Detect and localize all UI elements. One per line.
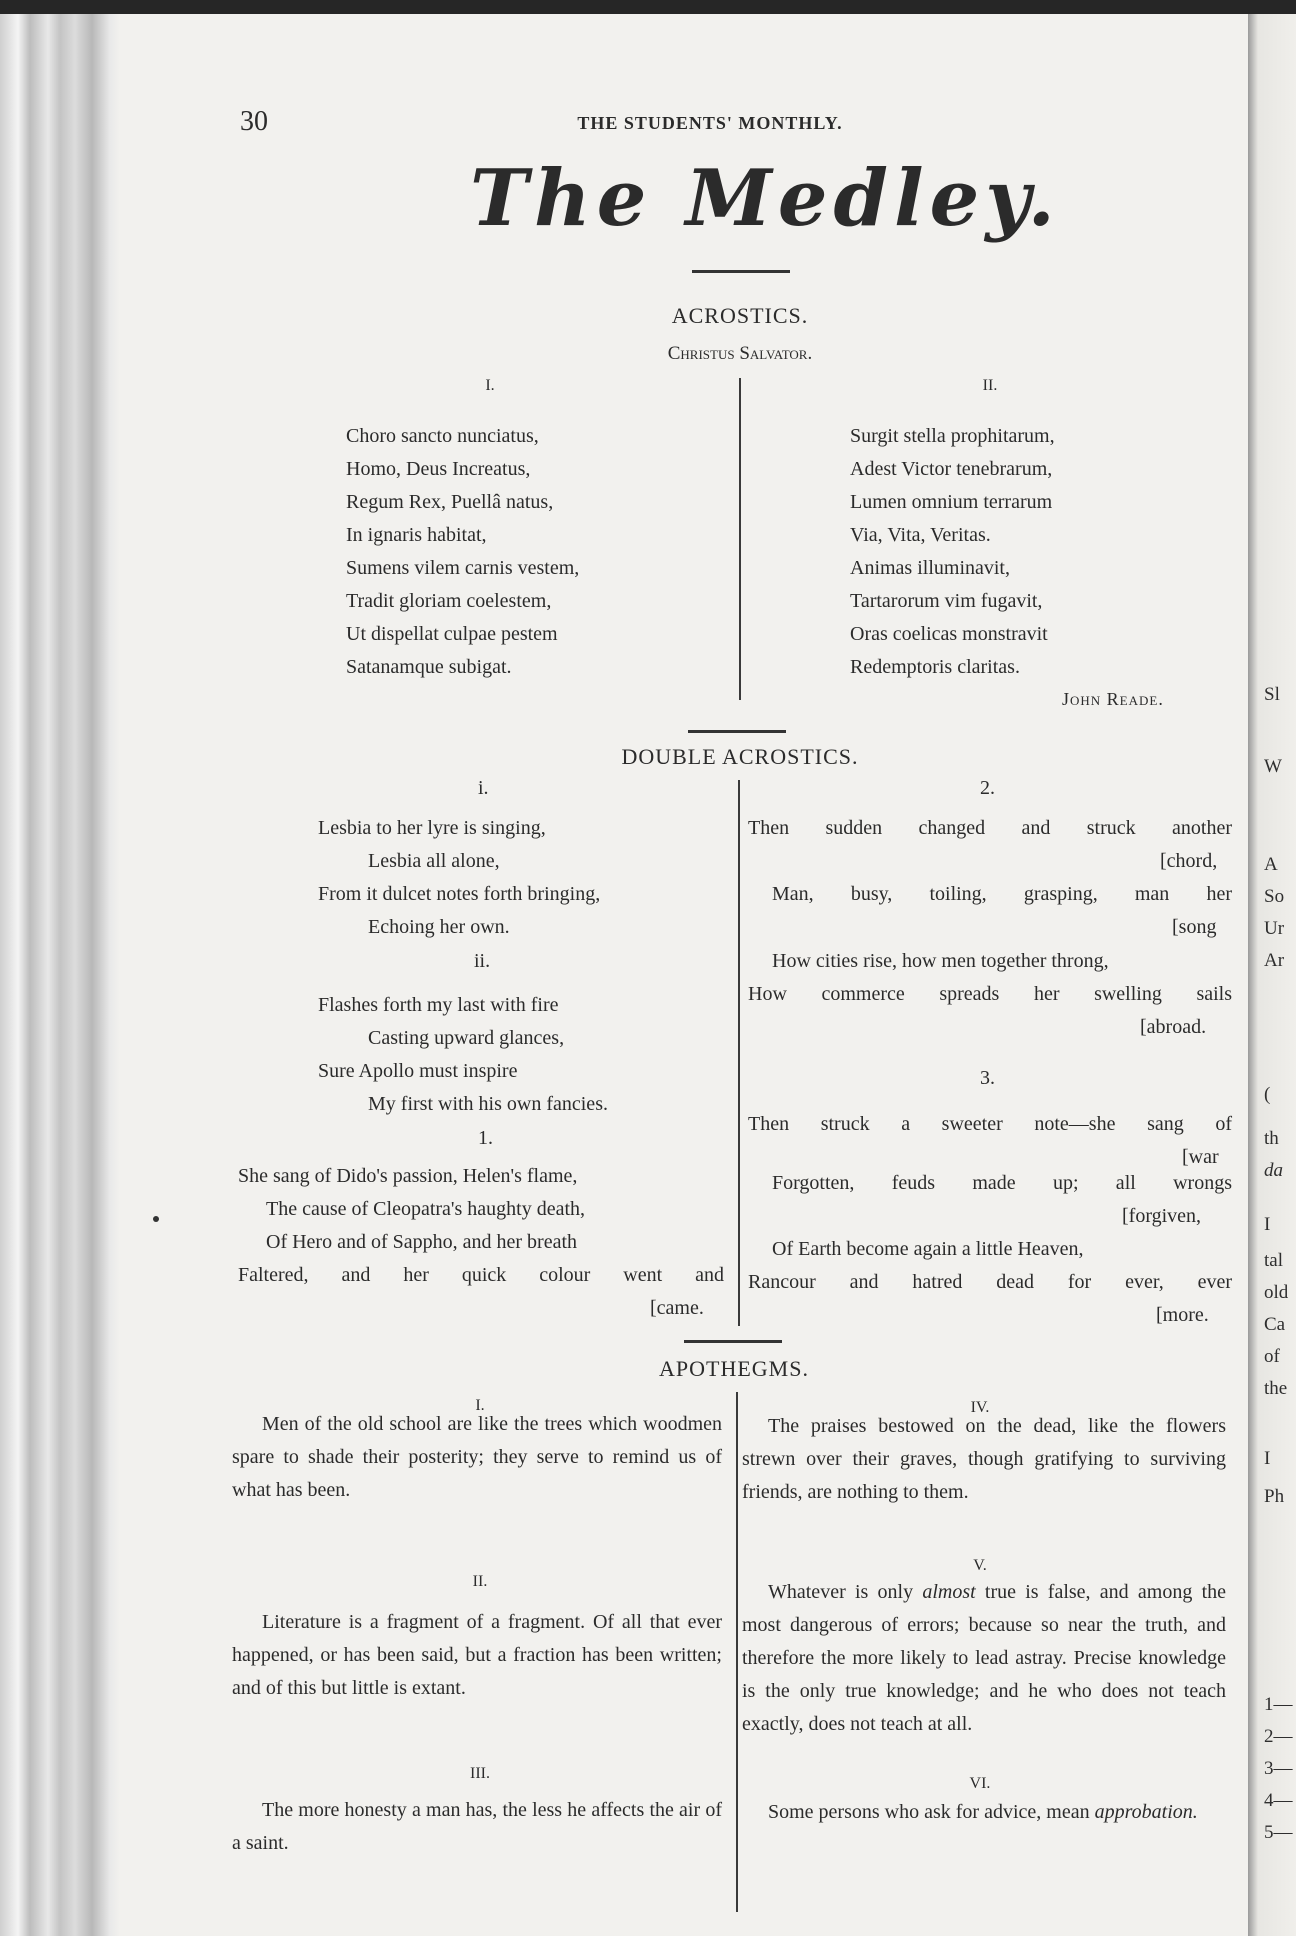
apothegm-numeral-3: III. bbox=[470, 1765, 490, 1782]
verse-line: Lesbia to her lyre is singing, bbox=[318, 817, 546, 839]
verse-line: Tartarorum vim fugavit, bbox=[850, 590, 1043, 612]
acrostic-author: John Reade. bbox=[1062, 689, 1164, 709]
verse-line: [war bbox=[1182, 1146, 1219, 1168]
stanza-number: 3. bbox=[980, 1067, 995, 1089]
verse-line: [came. bbox=[650, 1297, 704, 1319]
facing-fragment: Ar bbox=[1264, 950, 1285, 971]
verse-line: Faltered, and her quick colour went and bbox=[238, 1264, 724, 1286]
acrostic-numeral-1: I. bbox=[485, 377, 495, 394]
apothegms-heading: APOTHEGMS. bbox=[659, 1356, 809, 1381]
facing-fragment: ( bbox=[1264, 1084, 1271, 1105]
verse-line: Of Earth become again a little Heaven, bbox=[772, 1238, 1084, 1260]
facing-fragment: th bbox=[1264, 1128, 1279, 1149]
facing-fragment: da bbox=[1264, 1160, 1283, 1181]
facing-fragment: 3— bbox=[1264, 1758, 1293, 1779]
verse-line: Casting upward glances, bbox=[368, 1027, 565, 1049]
facing-fragment: 5— bbox=[1264, 1822, 1293, 1843]
stanza-number: i. bbox=[478, 777, 489, 799]
verse-line: Forgotten, feuds made up; all wrongs bbox=[772, 1172, 1232, 1194]
apothegm-numeral-5: V. bbox=[973, 1557, 987, 1574]
acrostic-numeral-2: II. bbox=[982, 377, 998, 394]
verse-line: Sure Apollo must inspire bbox=[318, 1060, 518, 1082]
apothegm-3: The more honesty a man has, the less he affects the air of a saint. bbox=[232, 1799, 722, 1854]
apothegm-1: Men of the old school are like the trees which woodmen spare to shade their posterity; they serve to remind us of what has been. bbox=[232, 1413, 722, 1501]
verse-line: [more. bbox=[1156, 1304, 1209, 1326]
verse-line: Surgit stella prophitarum, bbox=[850, 425, 1055, 447]
verse-line: Homo, Deus Increatus, bbox=[346, 458, 531, 480]
facing-fragment: W bbox=[1264, 756, 1282, 777]
facing-fragment: Ca bbox=[1264, 1314, 1286, 1335]
title-rule bbox=[692, 270, 790, 273]
verse-line: [chord, bbox=[1160, 850, 1218, 872]
facing-fragment: 4— bbox=[1264, 1790, 1293, 1811]
verse-line: How cities rise, how men together throng, bbox=[772, 950, 1109, 972]
facing-fragment: I bbox=[1264, 1448, 1271, 1469]
facing-fragment: Ur bbox=[1264, 918, 1285, 939]
book-binding bbox=[0, 0, 120, 1936]
verse-line: Then struck a sweeter note—she sang of bbox=[748, 1113, 1232, 1135]
verse-line: [song bbox=[1172, 916, 1217, 938]
stanza-number: ii. bbox=[474, 950, 491, 972]
ink-dot bbox=[153, 1216, 159, 1222]
facing-fragment: A bbox=[1264, 854, 1278, 875]
verse-line: Then sudden changed and struck another bbox=[748, 817, 1232, 839]
verse-line: [abroad. bbox=[1140, 1016, 1207, 1038]
verse-line: Man, busy, toiling, grasping, man her bbox=[772, 883, 1232, 905]
verse-line: Animas illuminavit, bbox=[850, 557, 1010, 579]
acrostic-divider bbox=[739, 378, 741, 700]
apothegm-numeral-1: I. bbox=[475, 1397, 485, 1414]
acrostics-heading: ACROSTICS. bbox=[671, 303, 809, 328]
apothegm-numeral-4: IV. bbox=[970, 1399, 990, 1416]
facing-fragment: old bbox=[1264, 1282, 1289, 1303]
apothegm-2: Literature is a fragment of a fragment. Of all that ever happened, or has been said, but a fraction has been written; and of this but little is extant. bbox=[232, 1611, 722, 1699]
verse-line: Ut dispellat culpae pestem bbox=[346, 623, 558, 645]
verse-line: Redemptoris claritas. bbox=[850, 656, 1020, 678]
verse-line: From it dulcet notes forth bringing, bbox=[318, 883, 601, 905]
apothegm-numeral-2: II. bbox=[472, 1573, 488, 1590]
facing-fragment: I bbox=[1264, 1214, 1271, 1235]
facing-fragment: the bbox=[1264, 1378, 1288, 1399]
apothegm-4: The praises bestowed on the dead, like the flowers strewn over their graves, though gratifying to surviving friends, are nothing to them. bbox=[742, 1415, 1226, 1503]
verse-line: Echoing her own. bbox=[368, 916, 510, 938]
double-acrostics-heading: DOUBLE ACROSTICS. bbox=[621, 744, 859, 769]
facing-fragment: tal bbox=[1264, 1250, 1283, 1271]
apothegm-6: Some persons who ask for advice, mean approbation. bbox=[768, 1801, 1198, 1823]
stanza-number: 2. bbox=[980, 777, 995, 799]
verse-line: Satanamque subigat. bbox=[346, 656, 512, 678]
scan-top-edge bbox=[0, 0, 1296, 14]
section-title: The Medley. bbox=[470, 153, 1061, 244]
apothegm-5: Whatever is only almost true is false, and among the most dangerous of errors; because so near the truth, and therefore the more likely to lead astray. Precise knowledge is the only true knowledge; and he who does not teach exactly, does not teach at all. bbox=[742, 1581, 1226, 1735]
verse-line: How commerce spreads her swelling sails bbox=[748, 983, 1232, 1005]
verse-line: Oras coelicas monstravit bbox=[850, 623, 1048, 645]
verse-line: She sang of Dido's passion, Helen's flame, bbox=[238, 1165, 578, 1187]
verse-line: Sumens vilem carnis vestem, bbox=[346, 557, 580, 579]
verse-line: Lesbia all alone, bbox=[368, 850, 500, 872]
facing-fragment: 1— bbox=[1264, 1694, 1293, 1715]
apothegms-divider bbox=[736, 1392, 738, 1912]
verse-line: Adest Victor tenebrarum, bbox=[850, 458, 1053, 480]
verse-line: In ignaris habitat, bbox=[346, 524, 487, 546]
section-rule bbox=[688, 730, 786, 733]
facing-page-edge bbox=[1248, 14, 1296, 1936]
verse-line: Choro sancto nunciatus, bbox=[346, 425, 539, 447]
verse-line: Via, Vita, Veritas. bbox=[850, 524, 991, 546]
verse-line: Of Hero and of Sappho, and her breath bbox=[266, 1231, 578, 1253]
section-rule bbox=[684, 1340, 782, 1343]
verse-line: Tradit gloriam coelestem, bbox=[346, 590, 552, 612]
double-acrostic-divider bbox=[738, 780, 740, 1326]
verse-line: [forgiven, bbox=[1122, 1205, 1202, 1227]
verse-line: Rancour and hatred dead for ever, ever bbox=[748, 1271, 1232, 1293]
acrostics-subtitle: Christus Salvator. bbox=[667, 343, 813, 364]
running-title: THE STUDENTS' MONTHLY. bbox=[577, 113, 843, 133]
verse-line: The cause of Cleopatra's haughty death, bbox=[266, 1198, 586, 1220]
facing-fragment: 2— bbox=[1264, 1726, 1293, 1747]
verse-line: Regum Rex, Puellâ natus, bbox=[346, 491, 554, 513]
facing-fragment: of bbox=[1264, 1346, 1280, 1367]
verse-line: Flashes forth my last with fire bbox=[318, 994, 559, 1016]
apothegm-numeral-6: VI. bbox=[969, 1775, 991, 1792]
verse-line: My first with his own fancies. bbox=[368, 1093, 608, 1115]
facing-fragment: So bbox=[1264, 886, 1285, 907]
stanza-number: 1. bbox=[478, 1127, 493, 1149]
page-number: 30 bbox=[240, 106, 268, 137]
verse-line: Lumen omnium terrarum bbox=[850, 491, 1053, 513]
facing-fragment: Ph bbox=[1264, 1486, 1285, 1507]
facing-fragment: Sl bbox=[1264, 684, 1280, 705]
